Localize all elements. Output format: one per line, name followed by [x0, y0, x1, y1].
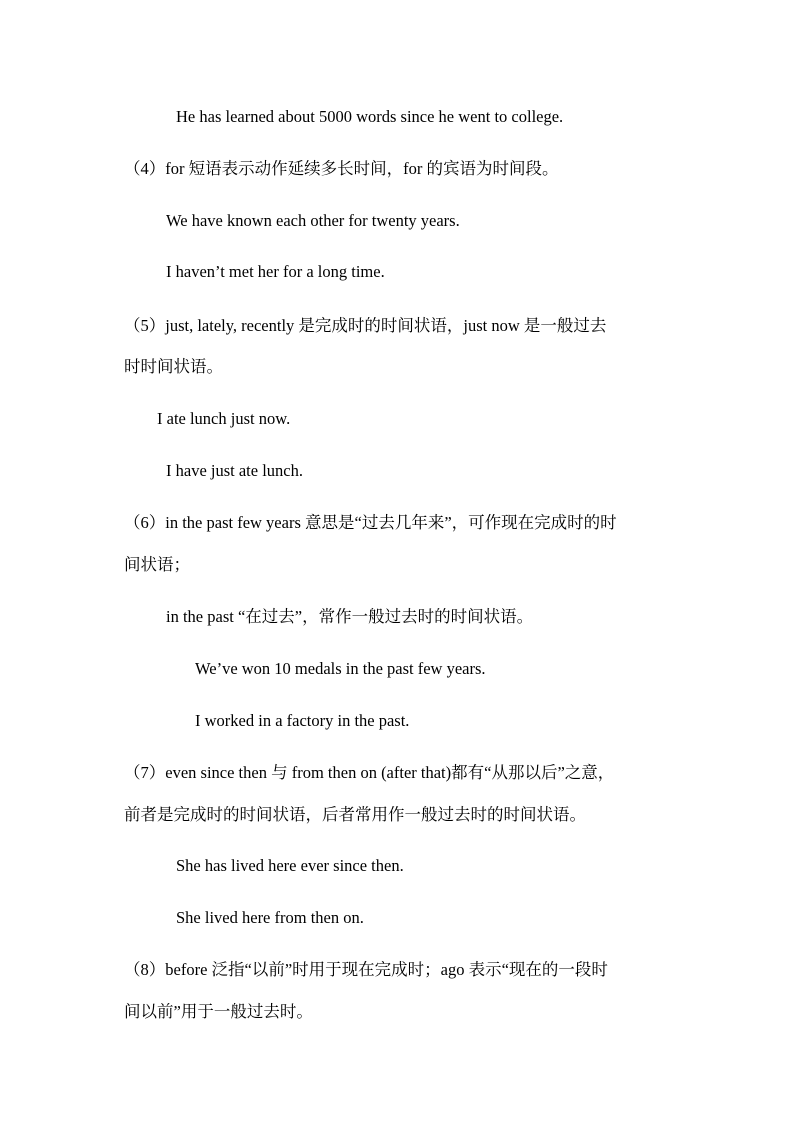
rule-6-text-continued: 间状语； — [124, 555, 190, 574]
example-sentence: He has learned about 5000 words since he went to college. — [176, 107, 564, 126]
rule-8-text: （8）before 泛指“以前”时用于现在完成时；ago 表示“现在的一段时 — [124, 960, 608, 979]
rule-7-text-continued: 前者是完成时的时间状语，后者常用作一般过去时的时间状语。 — [124, 805, 586, 824]
rule-6-text: （6）in the past few years 意思是“过去几年来”，可作现在完成时的时 — [124, 513, 617, 532]
example-sentence: I have just ate lunch. — [166, 461, 303, 480]
rule-6-subnote: in the past “在过去”，常作一般过去时的时间状语。 — [166, 607, 534, 626]
example-sentence: I ate lunch just now. — [157, 409, 291, 428]
rule-5-text-continued: 时时间状语。 — [124, 357, 223, 376]
example-sentence: She lived here from then on. — [176, 908, 364, 927]
example-sentence: We’ve won 10 medals in the past few years. — [195, 659, 486, 678]
rule-5-text: （5）just, lately, recently 是完成时的时间状语，just now 是一般过去 — [124, 316, 607, 335]
rule-8-text-continued: 间以前”用于一般过去时。 — [124, 1002, 313, 1021]
example-sentence: We have known each other for twenty years. — [166, 211, 460, 230]
example-sentence: She has lived here ever since then. — [176, 856, 404, 875]
rule-4-text: （4）for 短语表示动作延续多长时间，for 的宾语为时间段。 — [124, 159, 559, 178]
rule-7-text: （7）even since then 与 from then on (after that)都有“从那以后”之意， — [124, 763, 615, 782]
example-sentence: I worked in a factory in the past. — [195, 711, 410, 730]
example-sentence: I haven’t met her for a long time. — [166, 262, 385, 281]
